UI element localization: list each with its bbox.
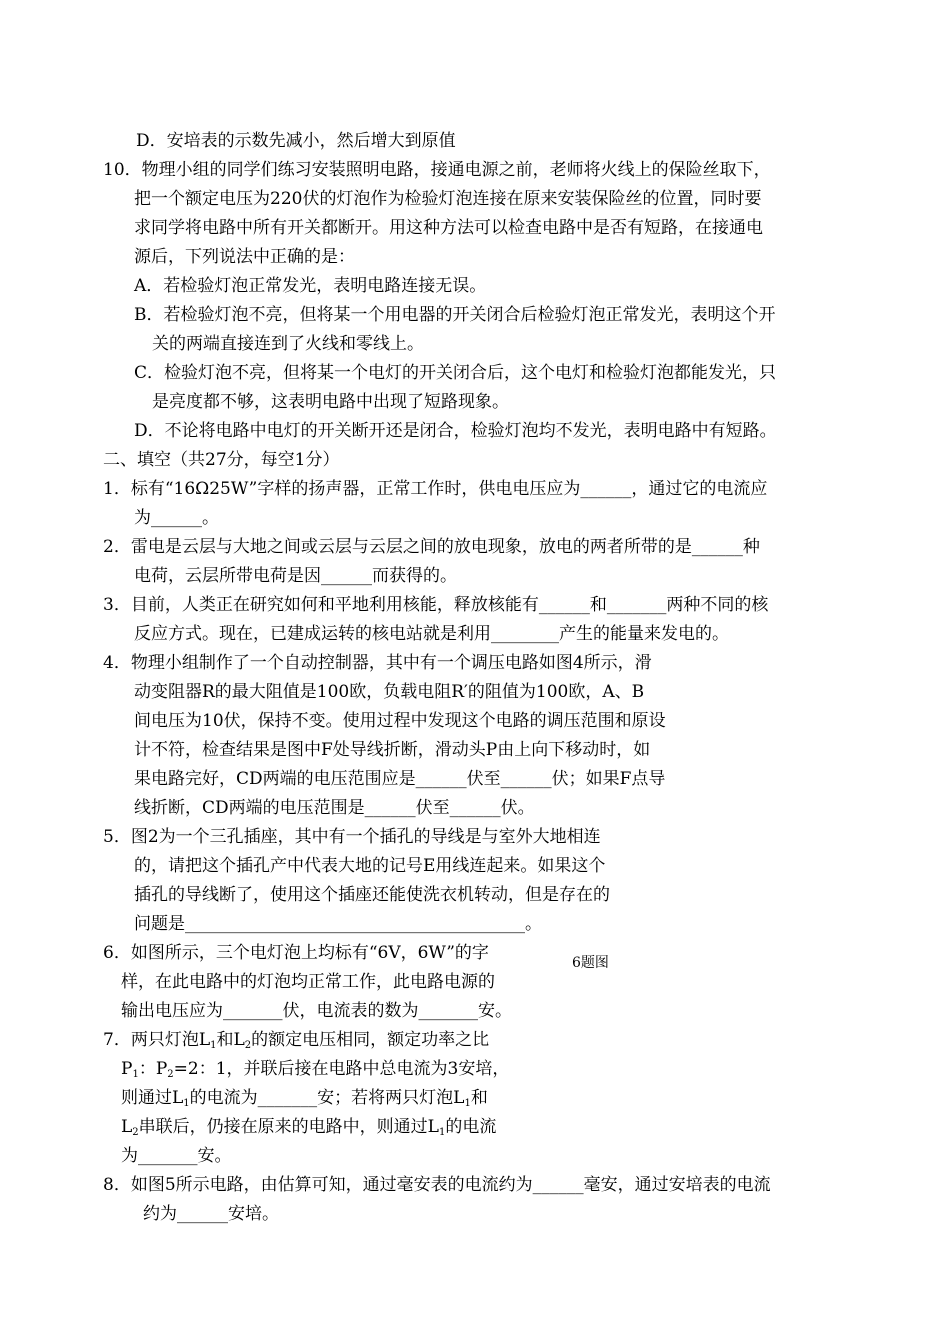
fill-q7-line5: 为_______安。	[121, 1146, 232, 1166]
fill-q4-line1: 4．物理小组制作了一个自动控制器，其中有一个调压电路如图4所示，滑	[103, 653, 652, 673]
fill-q6-line2: 样，在此电路中的灯泡均正常工作，此电路电源的	[121, 972, 495, 992]
fill-q6-line1: 6．如图所示，三个电灯泡上均标有“6V，6W”的字	[103, 943, 489, 963]
figure-6-caption: 6题图	[572, 955, 609, 971]
fill-q4-line5: 果电路完好，CD两端的电压范围应是______伏至______伏；如果F点导	[134, 769, 666, 789]
fill-q5-line3: 插孔的导线断了，使用这个插座还能使洗衣机转动，但是存在的	[134, 885, 610, 905]
q9-option-d: D．安培表的示数先减小，然后增大到原值	[136, 131, 456, 151]
q10-option-b-line2: 关的两端直接连到了火线和零线上。	[152, 334, 424, 354]
fill-q3-line2: 反应方式。现在，已建成运转的核电站就是利用________产生的能量来发电的。	[134, 624, 729, 644]
fill-q1-line1: 1．标有“16Ω25W”字样的扬声器，正常工作时，供电电压应为______，通过它的电流应	[103, 479, 768, 499]
q10-stem-line2: 把一个额定电压为220伏的灯泡作为检验灯泡连接在原来安装保险丝的位置，同时要	[134, 189, 762, 209]
q10-option-c-line1: C．检验灯泡不亮，但将某一个电灯的开关闭合后，这个电灯和检验灯泡都能发光，只	[134, 363, 777, 383]
fill-q7-line4: $L_2$串联后，仍接在原来的电路中，则通过$L_1$的电流	[121, 1117, 497, 1138]
fill-q3-line1: 3．目前，人类正在研究如何和平地利用核能，释放核能有______和_______两种不同的核	[103, 595, 769, 615]
fill-q4-line2: 动变阻器R的最大阻值是100欧，负载电阻R′的阻值为100欧，A、B	[134, 682, 645, 702]
fill-q4-line6: 线折断，CD两端的电压范围是______伏至______伏。	[134, 798, 535, 818]
fill-q4-line4: 计不符，检查结果是图中F处导线折断，滑动头P由上向下移动时，如	[134, 740, 651, 760]
q10-stem-line3: 求同学将电路中所有开关都断开。用这种方法可以检查电路中是否有短路，在接通电	[134, 218, 763, 238]
q10-stem-line1: 10．物理小组的同学们练习安装照明电路，接通电源之前，老师将火线上的保险丝取下，	[103, 160, 771, 180]
fill-q1-line2: 为______。	[134, 508, 219, 528]
fill-q2-line2: 电荷，云层所带电荷是因______而获得的。	[134, 566, 457, 586]
q10-option-d: D．不论将电路中电灯的开关断开还是闭合，检验灯泡均不发光，表明电路中有短路。	[134, 421, 777, 441]
fill-q6-line3: 输出电压应为_______伏，电流表的数为_______安。	[121, 1001, 512, 1021]
q10-stem-line4: 源后，下列说法中正确的是：	[134, 247, 355, 267]
q10-option-b-line1: B．若检验灯泡不亮，但将某一个用电器的开关闭合后检验灯泡正常发光，表明这个开	[134, 305, 776, 325]
q10-option-c-line2: 是亮度都不够，这表明电路中出现了短路现象。	[152, 392, 509, 412]
fill-q7-line1: 7．两只灯泡$L_1$和$L_2$的额定电压相同，额定功率之比	[103, 1030, 490, 1051]
fill-q8-line2: 约为______安培。	[143, 1204, 279, 1224]
q10-option-a: A．若检验灯泡正常发光，表明电路连接无误。	[134, 276, 487, 296]
fill-q8-line1: 8．如图5所示电路，由估算可知，通过毫安表的电流约为______毫安，通过安培表的电流	[103, 1175, 771, 1195]
fill-q4-line3: 间电压为10伏，保持不变。使用过程中发现这个电路的调压范围和原设	[134, 711, 666, 731]
fill-q2-line1: 2．雷电是云层与大地之间或云层与云层之间的放电现象，放电的两者所带的是______种	[103, 537, 760, 557]
fill-q7-line2: $P_1$：$P_2=2$：1，并联后接在电路中总电流为3安培，	[121, 1059, 510, 1080]
fill-q5-line1: 5．图2为一个三孔插座，其中有一个插孔的导线是与室外大地相连	[103, 827, 601, 847]
fill-q7-line3: 则通过$L_1$的电流为_______安；若将两只灯泡$L_1$和	[121, 1088, 488, 1109]
fill-q5-line2: 的，请把这个插孔产中代表大地的记号E用线连起来。如果这个	[134, 856, 606, 876]
fill-q5-line4: 问题是________________________________________。	[134, 914, 542, 934]
section-heading-fill-in: 二、填空（共27分，每空1分）	[103, 450, 340, 470]
